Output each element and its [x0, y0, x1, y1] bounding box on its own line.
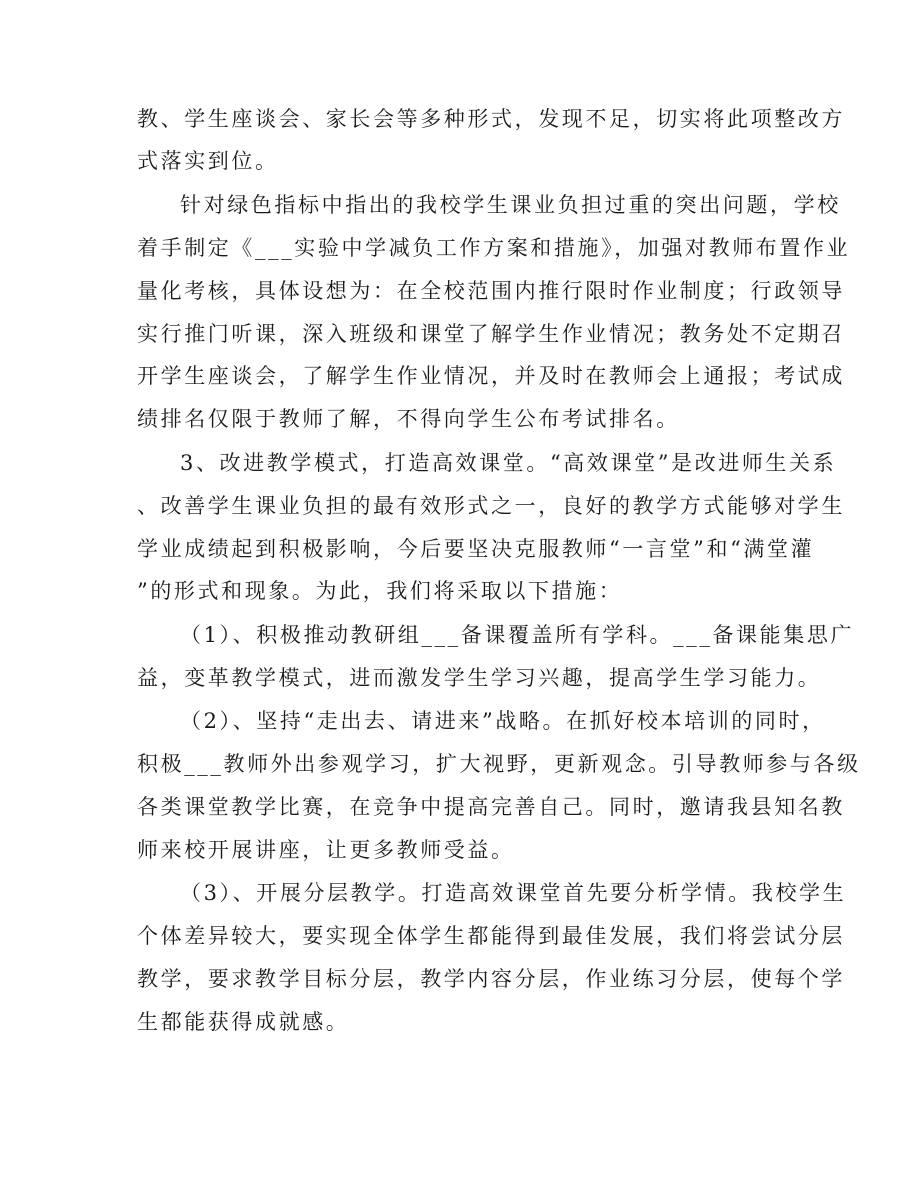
text-line: 绩排名仅限于教师了解，不得向学生公布考试排名。	[137, 407, 680, 431]
text-line: 各类课堂教学比赛，在竞争中提高完善自己。同时，邀请我县知名教	[137, 795, 845, 819]
text-line: 学业成绩起到积极影响，今后要坚决克服教师“一言堂”和“满堂灌	[137, 537, 815, 561]
text-line: 生都能获得成就感。	[137, 1010, 350, 1034]
text-line: （3）、开展分层教学。打造高效课堂首先要分析学情。我校学生	[180, 881, 847, 905]
text-line: 教、学生座谈会、家长会等多种形式，发现不足，切实将此项整改方	[137, 107, 845, 131]
text-line: 实行推门听课，深入班级和课堂了解学生作业情况；教务处不定期召	[137, 322, 845, 346]
text-line: ”的形式和现象。为此，我们将采取以下措施：	[137, 579, 623, 603]
text-line: 教学，要求教学目标分层，教学内容分层，作业练习分层，使每个学	[137, 967, 845, 991]
text-line: 着手制定《___实验中学减负工作方案和措施》，加强对教师布置作业	[137, 236, 851, 260]
text-line: 量化考核，具体设想为：在全校范围内推行限时作业制度；行政领导	[137, 279, 845, 303]
text-line: （2）、坚持“走出去、请进来”战略。在抓好校本培训的同时，	[180, 709, 826, 733]
text-line: 开学生座谈会，了解学生作业情况，并及时在教师会上通报；考试成	[137, 364, 845, 388]
text-line: 个体差异较大，要实现全体学生都能得到最佳发展，我们将尝试分层	[137, 924, 845, 948]
text-line: 3、改进教学模式，打造高效课堂。“高效课堂”是改进师生关系	[180, 451, 837, 475]
text-line: （1）、积极推动教研组___备课覆盖所有学科。___备课能集思广	[180, 623, 855, 647]
text-line: 师来校开展讲座，让更多教师受益。	[137, 838, 515, 862]
text-line: 针对绿色指标中指出的我校学生课业负担过重的突出问题，学校	[180, 193, 841, 217]
text-line: 、改善学生课业负担的最有效形式之一，良好的教学方式能够对学生	[137, 494, 845, 518]
text-line: 式落实到位。	[137, 149, 279, 173]
text-line: 积极___教师外出参观学习，扩大视野，更新观念。引导教师参与各级	[137, 752, 861, 776]
text-line: 益，变革教学模式，进而激发学生学习兴趣，提高学生学习能力。	[137, 666, 822, 690]
